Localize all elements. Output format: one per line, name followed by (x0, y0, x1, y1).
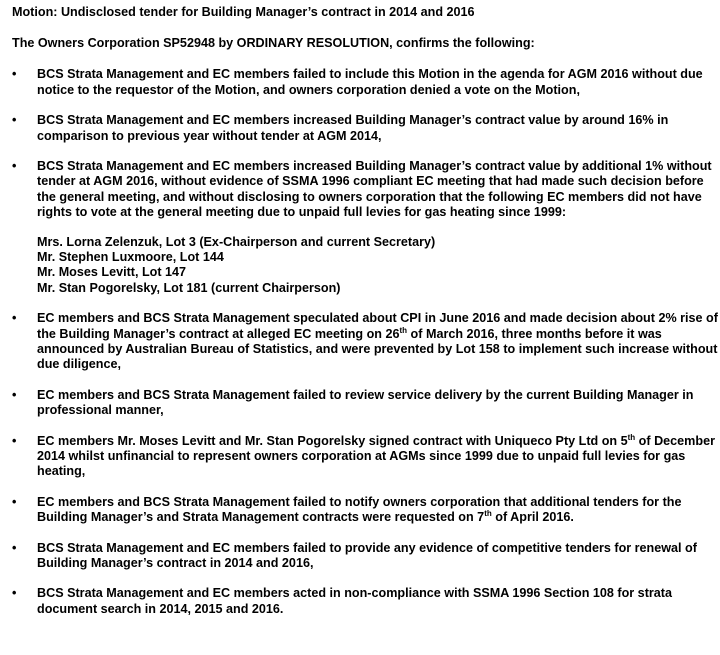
item-text: BCS Strata Management and EC members failed to include this Motion in the agenda for AGM 2016 without due notice to the requestor of the Motion, and owners corporation denied a vote on the Motion, (37, 67, 703, 97)
item-text: BCS Strata Management and EC members acted in non-compliance with SSMA 1996 Section 108 for strata document search in 2014, 2015 and 2016. (37, 586, 672, 616)
ec-member-name: Mrs. Lorna Zelenzuk, Lot 3 (Ex-Chairperson and current Secretary) (37, 235, 436, 250)
bullet-icon: • (12, 387, 17, 402)
list-item (12, 586, 718, 616)
list-item (12, 541, 718, 571)
item-text: EC members and BCS Strata Management failed to review service delivery by the current Building Manager in professional manner, (37, 387, 694, 417)
list-item (12, 113, 718, 143)
bullet-icon: • (12, 67, 17, 82)
ec-member-name: Mr. Stan Pogorelsky, Lot 181 (current Chairperson) (37, 280, 341, 295)
ordinal-suffix: th (399, 325, 408, 335)
item-text-part: EC members Mr. Moses Levitt and Mr. Stan Pogorelsky signed contract with Uniqueco Pty Ltd on 5 (37, 433, 628, 448)
item-text: BCS Strata Management and EC members increased Building Manager’s contract value by additional 1% without tender at AGM 2016, without evidence of SSMA 1996 compliant EC meeting that had made such decision before the general meeting, and without disclosing to owners corporation that the following EC members did not have rights to vote at the general meeting due to unpaid full levies for gas heating since 1999: (37, 159, 712, 219)
bullet-icon: • (12, 159, 17, 174)
item-text-part: EC members and BCS Strata Management failed to notify owners corporation that additional tenders for the Building Manager’s and Strata Management contracts were requested on 7 (37, 494, 682, 524)
list-item (12, 495, 718, 525)
item-text-part: of March 2016, three months before it was announced by Australian Bureau of Statistics, and were prevented by Lot 158 to implement such increase without due diligence, (37, 326, 718, 371)
item-text-part: of December 2014 whilst unfinancial to represent owners corporation at AGMs since 1999 due to unpaid full levies for gas heating, (37, 433, 715, 478)
list-item (12, 67, 718, 97)
bullet-icon: • (12, 540, 17, 555)
item-text (37, 495, 681, 524)
list-item (12, 311, 718, 372)
list-item (12, 159, 718, 296)
bullet-icon: • (12, 113, 17, 128)
list-item (12, 388, 718, 418)
ec-member-name: Mr. Stephen Luxmoore, Lot 144 (37, 250, 224, 265)
bullet-icon: • (12, 586, 17, 601)
bullet-icon: • (12, 433, 17, 448)
document-page (12, 5, 718, 632)
ordinal-suffix: th (627, 432, 636, 442)
item-text: BCS Strata Management and EC members failed to provide any evidence of competitive tenders for renewal of Building Manager’s contract in 2014 and 2016, (37, 540, 697, 570)
list-item (12, 434, 718, 480)
resolution-intro: The Owners Corporation SP52948 by ORDINARY RESOLUTION, confirms the following: (12, 36, 535, 51)
bullet-icon: • (12, 311, 17, 326)
item-text (37, 434, 715, 478)
bullet-icon: • (12, 494, 17, 509)
item-text: BCS Strata Management and EC members increased Building Manager’s contract value by around 16% in comparison to previous year without tender at AGM 2014, (37, 113, 669, 143)
motion-title: Motion: Undisclosed tender for Building Manager’s contract in 2014 and 2016 (12, 5, 475, 19)
confirmation-list (12, 67, 718, 616)
ordinal-suffix: th (484, 508, 492, 518)
ec-member-name: Mr. Moses Levitt, Lot 147 (37, 265, 187, 280)
item-text (37, 311, 718, 371)
ec-member-names (37, 235, 718, 296)
item-text-part: EC members and BCS Strata Management speculated about CPI in June 2016 and made decision about 2% rise of the Building Manager’s contract at alleged EC meeting on 26 (37, 311, 718, 341)
item-text-part: of April 2016. (491, 509, 574, 524)
